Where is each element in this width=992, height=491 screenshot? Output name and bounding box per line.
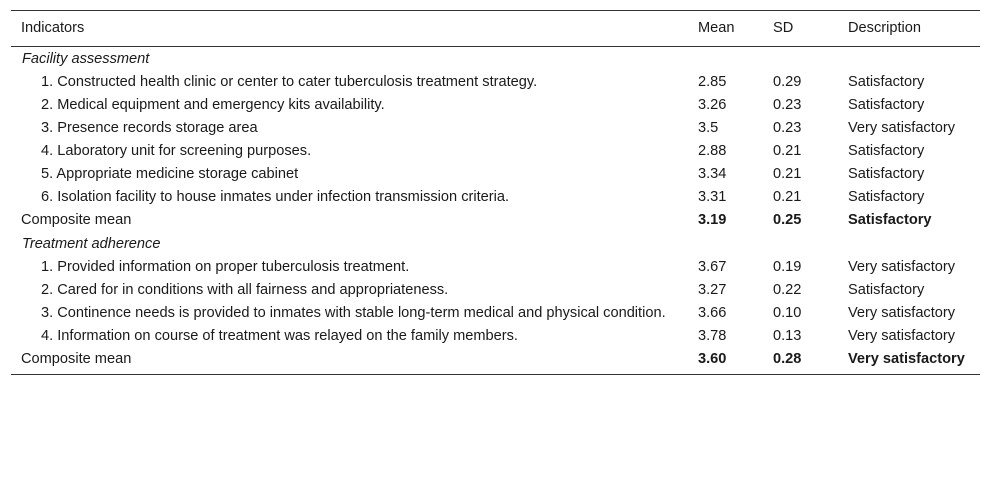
indicator-cell: 2. Cared for in conditions with all fairness and appropriateness.	[41, 282, 449, 298]
sd-cell: 0.29	[773, 74, 802, 90]
description-cell: Satisfactory	[848, 97, 925, 113]
description-cell: Satisfactory	[848, 189, 925, 205]
mean-cell: 2.88	[698, 143, 727, 159]
section-row	[11, 47, 980, 72]
table-row	[11, 302, 980, 325]
table-row	[11, 186, 980, 209]
results-table	[11, 10, 980, 375]
description-cell: Very satisfactory	[848, 259, 956, 275]
composite-mean: 3.60	[698, 351, 727, 367]
mean-cell: 3.5	[698, 120, 719, 136]
description-cell: Satisfactory	[848, 282, 925, 298]
composite-description: Satisfactory	[848, 212, 932, 228]
mean-cell: 3.67	[698, 259, 727, 275]
sd-cell: 0.21	[773, 143, 802, 159]
mean-cell: 3.27	[698, 282, 727, 298]
indicator-cell: 1. Constructed health clinic or center to cater tuberculosis treatment strategy.	[41, 74, 538, 90]
mean-cell: 3.31	[698, 189, 727, 205]
description-cell: Very satisfactory	[848, 120, 956, 136]
mean-cell: 3.78	[698, 328, 727, 344]
header-mean: Mean	[688, 11, 763, 47]
header-row	[11, 11, 980, 47]
sd-cell: 0.23	[773, 120, 802, 136]
header-indicators: Indicators	[11, 11, 688, 47]
section-title: Treatment adherence	[22, 236, 161, 252]
composite-description: Very satisfactory	[848, 351, 965, 367]
indicator-cell: 4. Information on course of treatment was relayed on the family members.	[41, 328, 518, 344]
composite-mean: 3.19	[698, 212, 727, 228]
mean-cell: 3.26	[698, 97, 727, 113]
sd-cell: 0.13	[773, 328, 802, 344]
sd-cell: 0.21	[773, 166, 802, 182]
description-cell: Satisfactory	[848, 143, 925, 159]
mean-cell: 3.66	[698, 305, 727, 321]
table-row	[11, 279, 980, 302]
table-row	[11, 117, 980, 140]
table-row	[11, 163, 980, 186]
composite-row	[11, 348, 980, 375]
mean-cell: 3.34	[698, 166, 727, 182]
table-row	[11, 140, 980, 163]
composite-sd: 0.28	[773, 351, 802, 367]
sd-cell: 0.22	[773, 282, 802, 298]
description-cell: Satisfactory	[848, 74, 925, 90]
composite-sd: 0.25	[773, 212, 802, 228]
composite-row	[11, 209, 980, 232]
composite-label: Composite mean	[21, 351, 132, 367]
sd-cell: 0.23	[773, 97, 802, 113]
indicator-cell: 3. Presence records storage area	[41, 120, 258, 136]
mean-cell: 2.85	[698, 74, 727, 90]
section-row	[11, 232, 980, 256]
indicator-cell: 5. Appropriate medicine storage cabinet	[41, 166, 299, 182]
composite-label: Composite mean	[21, 212, 132, 228]
header-description: Description	[838, 11, 980, 47]
sd-cell: 0.10	[773, 305, 802, 321]
indicator-cell: 6. Isolation facility to house inmates under infection transmission criteria.	[41, 189, 510, 205]
indicator-cell: 3. Continence needs is provided to inmates with stable long-term medical and physical condition.	[41, 305, 666, 321]
header-sd: SD	[763, 11, 838, 47]
table-row	[11, 325, 980, 348]
table-row	[11, 256, 980, 279]
indicator-cell: 4. Laboratory unit for screening purposes.	[41, 143, 312, 159]
sd-cell: 0.19	[773, 259, 802, 275]
description-cell: Very satisfactory	[848, 328, 956, 344]
table-row	[11, 71, 980, 94]
description-cell: Satisfactory	[848, 166, 925, 182]
table-row	[11, 94, 980, 117]
section-title: Facility assessment	[22, 51, 150, 67]
description-cell: Very satisfactory	[848, 305, 956, 321]
indicator-cell: 1. Provided information on proper tuberculosis treatment.	[41, 259, 410, 275]
indicator-cell: 2. Medical equipment and emergency kits availability.	[41, 97, 385, 113]
sd-cell: 0.21	[773, 189, 802, 205]
